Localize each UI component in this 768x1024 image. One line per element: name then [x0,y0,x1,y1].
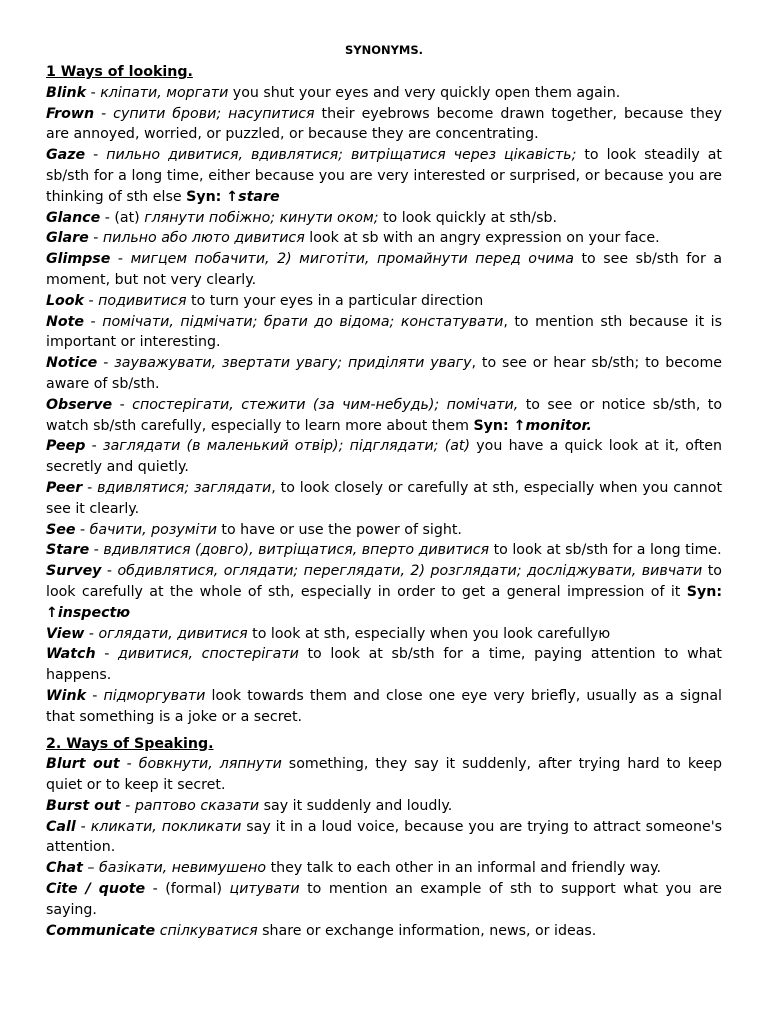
entry-synonym-label: Syn: [686,583,722,600]
entry-definition: to look at sb/sth for a long time. [489,542,722,559]
entry-synonym-label: Syn: [186,188,222,205]
entry-definition: to see sb/sth for a moment, but not very clearly. [46,251,723,288]
definition-entry [46,291,722,312]
entry-translation: бовкнути, ляпнути [138,756,282,773]
entry-separator: - [110,251,131,268]
entry-translation: мигцем побачити, 2) миготіти, промайнути перед очима [130,251,574,268]
entry-synonym: ↑monitor. [508,417,592,434]
entry-qualifier: (formal) [165,881,230,898]
entry-synonym: ↑inspectю [46,604,131,621]
entry-separator: - [88,230,103,247]
entry-separator: - [119,756,139,773]
entry-separator: - [82,479,98,496]
definition-entry [46,921,722,942]
entry-separator: - [86,687,104,704]
entry-synonym-label: Syn: [473,417,509,434]
entry-translation: оглядати, дивитися [98,625,248,642]
entry-definition: , to see or hear sb/sth; to become aware of sb/sth. [46,355,723,392]
entry-separator: - [84,625,99,642]
entry-term: Wink [46,687,87,704]
entry-term: Blink [46,84,87,101]
entry-separator: - [75,521,90,538]
entry-separator: - [89,542,104,559]
entry-translation: подивитися [98,292,187,309]
entry-translation: цитувати [229,881,300,898]
entry-translation: пильно або люто дивитися [102,230,305,247]
entry-definition: , to mention sth because it is important or interesting. [46,313,723,351]
entry-definition: to look quickly at sth/sb. [378,209,557,226]
entry-definition: to see or notice sb/sth, to watch sb/sth carefully, especially to learn more about them [46,396,723,434]
entry-translation: базікати, невимушено [99,860,267,877]
definition-entry [46,624,722,645]
entry-translation: заглядати (в маленький отвір); підглядати; (at) [103,438,471,455]
entry-definition: they talk to each other in an informal and friendly way. [266,860,661,877]
definition-entry [46,83,722,104]
entry-term: Cite / quote [46,881,146,898]
entry-definition: you have a quick look at it, often secretly and quietly. [46,438,722,476]
entry-term: Peer [46,479,83,496]
section-heading: 2. Ways of Speaking. [46,735,214,752]
entry-qualifier: (at) [114,209,145,226]
definition-entry [46,228,722,249]
entry-term: Blurt out [46,756,120,773]
definition-entry [46,478,722,520]
entry-separator: - [85,147,107,164]
entry-definition: to look at sth, especially when you look carefullyю [247,625,611,642]
entry-separator: - [145,881,166,898]
entry-separator: - [120,797,135,814]
entry-separator: - [112,396,133,413]
entry-term: Notice [46,355,98,372]
definition-entry [46,561,722,623]
entry-separator: - [100,209,115,226]
entry-definition: look at sb with an angry expression on your face. [304,230,660,247]
entry-separator: – [82,860,99,877]
entry-translation: глянути побіжно; кинути оком; [144,209,379,226]
definition-entry [46,520,722,541]
entry-definition: say it suddenly and loudly. [259,797,453,814]
entry-term: Glimpse [46,251,111,268]
entry-separator: - [101,563,118,580]
definition-entry [46,395,722,437]
definition-entry [46,796,722,817]
definition-entry [46,208,722,229]
entry-translation: вдивлятися (довго), витріщатися, вперто дивитися [103,542,490,559]
entry-term: See [46,521,76,538]
definition-entry [46,879,722,921]
entry-translation: спостерігати, стежити (за чим-небудь); помічати, [132,396,519,413]
entry-definition: to have or use the power of sight. [216,521,462,538]
entry-term: Burst out [46,797,121,814]
entry-separator: - [86,84,101,101]
entry-definition: , to look closely or carefully at sth, especially when you cannot see it clearly. [46,479,723,517]
sections-container [46,62,722,941]
entry-separator: - [94,105,114,122]
entry-translation: пильно дивитися, вдивлятися; витріщатися через цікавість; [106,147,577,164]
definition-entry [46,817,722,859]
entry-separator: - [97,355,115,372]
entry-translation: обдивлятися, оглядати; переглядати, 2) розглядати; досліджувати, вивчати [117,563,703,580]
definition-entry [46,686,722,728]
entry-term: Chat [46,860,83,877]
definition-entry [46,145,722,207]
entry-translation: кліпати, моргати [100,84,229,101]
entry-separator: - [85,438,104,455]
entry-term: Glance [46,209,101,226]
entry-translation: зауважувати, звертати увагу; приділяти увагу [114,355,472,372]
entry-translation: підморгувати [103,687,206,704]
entry-term: Watch [46,646,96,663]
document-title: SYNONYMS. [344,43,424,57]
definition-entry [46,540,722,561]
entry-term: View [46,625,85,642]
entry-term: Observe [46,396,113,413]
entry-translation: вдивлятися; заглядати [97,479,272,496]
entry-term: Survey [46,563,102,580]
entry-definition: to mention an example of sth to support what you are saying. [46,881,722,918]
entry-term: Peep [46,438,86,455]
entry-translation: спілкуватися [159,922,258,939]
entry-definition: to look steadily at sb/sth for a long time, either because you are very interested or surprised, or because you are thinking of sth else [46,147,722,205]
definition-entry [46,353,722,395]
entry-synonym: ↑stare [221,188,280,205]
entry-translation: раптово сказати [134,797,260,814]
entry-separator: - [75,818,91,835]
entry-definition: you shut your eyes and very quickly open them again. [228,84,621,101]
entry-definition: to look at sb/sth for a time, paying attention to what happens. [46,646,722,684]
entry-term: Frown [46,105,95,122]
entry-translation: дивитися, спостерігати [118,646,299,663]
entry-translation: кликати, покликати [90,818,242,835]
entry-term: Look [46,292,84,309]
entry-term: Communicate [46,922,156,939]
entry-term: Stare [46,542,90,559]
entry-definition: to look carefully at the whole of sth, especially in order to get a general impression of it [46,563,722,600]
entry-separator: - [84,313,103,330]
entry-translation: бачити, розуміти [89,521,217,538]
definition-entry [46,858,722,879]
definition-entry [46,312,722,354]
definition-entry [46,436,722,478]
entry-term: Gaze [46,147,86,164]
entry-separator: - [95,646,119,663]
entry-definition: look towards them and close one eye very briefly, usually as a signal that something is a joke or a secret. [46,687,723,725]
entry-definition: share or exchange information, news, or ideas. [257,922,597,939]
entry-definition: say it in a loud voice, because you are trying to attract someone's attention. [46,818,722,856]
entry-definition: to turn your eyes in a particular direction [186,292,484,309]
section-heading: 1 Ways of looking. [46,64,193,80]
definition-entry [46,754,722,796]
definition-entry [46,104,722,146]
entry-translation: помічати, підмічати; брати до відома; констатувати [102,313,504,330]
definition-entry [46,644,722,686]
definition-entry [46,249,722,291]
entry-definition: their eyebrows become drawn together, because they are annoyed, worried, or puzzled, or because they are concentrating. [46,105,722,143]
entry-translation: супити брови; насупитися [113,105,315,122]
entry-term: Note [46,313,85,330]
entry-term: Glare [46,230,89,247]
entry-separator: - [83,292,99,309]
entry-definition: something, they say it suddenly, after trying hard to keep quiet or to keep it secret. [46,756,723,794]
entry-term: Call [46,818,76,835]
